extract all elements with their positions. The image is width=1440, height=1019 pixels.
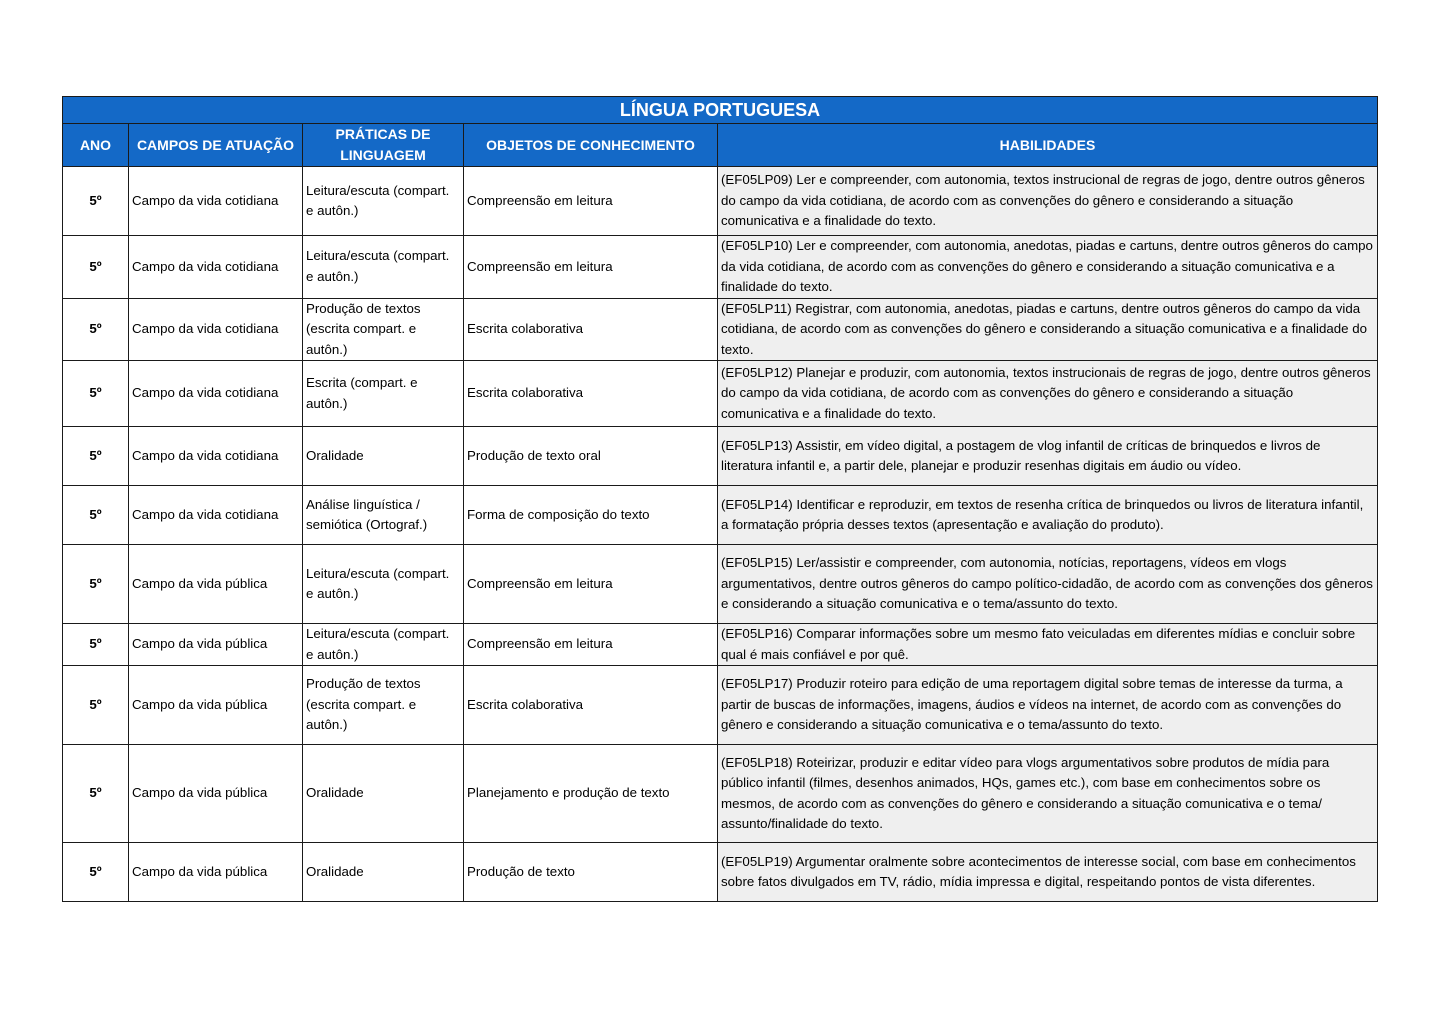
table-header-row bbox=[63, 124, 1378, 167]
cell-campo: Campo da vida cotidiana bbox=[129, 298, 303, 361]
cell-pratica: Leitura/escuta (compart. e autôn.) bbox=[303, 545, 464, 624]
cell-objeto: Escrita colaborativa bbox=[464, 361, 718, 427]
cell-pratica: Leitura/escuta (compart. e autôn.) bbox=[303, 236, 464, 299]
cell-habilidade: (EF05LP16) Comparar informações sobre um mesmo fato veiculadas em diferentes mídias e concluir sobre qual é mais confiável e por quê. bbox=[718, 624, 1378, 666]
cell-habilidade: (EF05LP14) Identificar e reproduzir, em textos de resenha crítica de brinquedos ou livros de literatura infantil, a formatação própria desses textos (apresentação e avaliação do produto). bbox=[718, 486, 1378, 545]
table-row bbox=[63, 236, 1378, 299]
cell-campo: Campo da vida pública bbox=[129, 843, 303, 902]
cell-objeto: Escrita colaborativa bbox=[464, 298, 718, 361]
header-campos-de-atuacao: CAMPOS DE ATUAÇÃO bbox=[129, 124, 303, 167]
table-title-row bbox=[63, 97, 1378, 124]
cell-campo: Campo da vida pública bbox=[129, 545, 303, 624]
table-row bbox=[63, 624, 1378, 666]
cell-campo: Campo da vida pública bbox=[129, 745, 303, 843]
cell-campo: Campo da vida cotidiana bbox=[129, 236, 303, 299]
cell-ano: 5º bbox=[63, 666, 129, 745]
cell-pratica: Oralidade bbox=[303, 745, 464, 843]
cell-campo: Campo da vida pública bbox=[129, 624, 303, 666]
cell-pratica: Oralidade bbox=[303, 843, 464, 902]
cell-objeto: Compreensão em leitura bbox=[464, 167, 718, 236]
cell-objeto: Produção de texto bbox=[464, 843, 718, 902]
cell-pratica: Produção de textos (escrita compart. e autôn.) bbox=[303, 666, 464, 745]
table-row bbox=[63, 167, 1378, 236]
cell-ano: 5º bbox=[63, 843, 129, 902]
table-row bbox=[63, 427, 1378, 486]
cell-habilidade: (EF05LP19) Argumentar oralmente sobre acontecimentos de interesse social, com base em conhecimentos sobre fatos divulgados em TV, rádio, mídia impressa e digital, respeitando pontos de vista diferentes. bbox=[718, 843, 1378, 902]
curriculum-table bbox=[62, 96, 1378, 902]
header-habilidades: HABILIDADES bbox=[718, 124, 1378, 167]
table-row bbox=[63, 843, 1378, 902]
table-row bbox=[63, 745, 1378, 843]
header-praticas-de-linguagem: PRÁTICAS DE LINGUAGEM bbox=[303, 124, 464, 167]
cell-pratica: Produção de textos (escrita compart. e autôn.) bbox=[303, 298, 464, 361]
table-title: LÍNGUA PORTUGUESA bbox=[63, 97, 1378, 124]
cell-pratica: Escrita (compart. e autôn.) bbox=[303, 361, 464, 427]
cell-ano: 5º bbox=[63, 427, 129, 486]
cell-objeto: Compreensão em leitura bbox=[464, 236, 718, 299]
cell-habilidade: (EF05LP10) Ler e compreender, com autonomia, anedotas, piadas e cartuns, dentre outros gêneros do campo da vida cotidiana, de acordo com as convenções do gênero e considerando a situação comunicativa e a finalidade do texto. bbox=[718, 236, 1378, 299]
header-ano: ANO bbox=[63, 124, 129, 167]
cell-ano: 5º bbox=[63, 545, 129, 624]
cell-ano: 5º bbox=[63, 167, 129, 236]
table-row bbox=[63, 298, 1378, 361]
cell-campo: Campo da vida cotidiana bbox=[129, 427, 303, 486]
cell-campo: Campo da vida cotidiana bbox=[129, 486, 303, 545]
cell-objeto: Planejamento e produção de texto bbox=[464, 745, 718, 843]
cell-habilidade: (EF05LP11) Registrar, com autonomia, anedotas, piadas e cartuns, dentre outros gêneros do campo da vida cotidiana, de acordo com as convenções do gênero e considerando a situação comunicativa e a finalidade do texto. bbox=[718, 298, 1378, 361]
table-row bbox=[63, 486, 1378, 545]
table-row bbox=[63, 545, 1378, 624]
cell-ano: 5º bbox=[63, 624, 129, 666]
table-row bbox=[63, 361, 1378, 427]
cell-ano: 5º bbox=[63, 486, 129, 545]
cell-pratica: Leitura/escuta (compart. e autôn.) bbox=[303, 167, 464, 236]
cell-campo: Campo da vida cotidiana bbox=[129, 361, 303, 427]
cell-habilidade: (EF05LP09) Ler e compreender, com autonomia, textos instrucional de regras de jogo, dentre outros gêneros do campo da vida cotidiana, de acordo com as convenções do gênero e considerando a situação comunicativa e a finalidade do texto. bbox=[718, 167, 1378, 236]
cell-pratica: Leitura/escuta (compart. e autôn.) bbox=[303, 624, 464, 666]
cell-pratica: Oralidade bbox=[303, 427, 464, 486]
cell-objeto: Forma de composição do texto bbox=[464, 486, 718, 545]
cell-objeto: Escrita colaborativa bbox=[464, 666, 718, 745]
cell-objeto: Compreensão em leitura bbox=[464, 624, 718, 666]
cell-habilidade: (EF05LP15) Ler/assistir e compreender, com autonomia, notícias, reportagens, vídeos em vlogs argumentativos, dentre outros gêneros do campo político-cidadão, de acordo com as convenções dos gêneros e considerando a situação comunicativa e o tema/assunto do texto. bbox=[718, 545, 1378, 624]
table-row bbox=[63, 666, 1378, 745]
cell-habilidade: (EF05LP12) Planejar e produzir, com autonomia, textos instrucionais de regras de jogo, dentre outros gêneros do campo da vida cotidiana, de acordo com as convenções do gênero e considerando a situação comunicativa e a finalidade do texto. bbox=[718, 361, 1378, 427]
cell-ano: 5º bbox=[63, 361, 129, 427]
cell-habilidade: (EF05LP13) Assistir, em vídeo digital, a postagem de vlog infantil de críticas de brinquedos e livros de literatura infantil e, a partir dele, planejar e produzir resenhas digitais em áudio ou vídeo. bbox=[718, 427, 1378, 486]
cell-habilidade: (EF05LP18) Roteirizar, produzir e editar vídeo para vlogs argumentativos sobre produtos de mídia para público infantil (filmes, desenhos animados, HQs, games etc.), com base em conhecimentos sobre os mesmos, de acordo com as convenções do gênero e considerando a situação comunicativa e o tema/ assunto/finalidade do texto. bbox=[718, 745, 1378, 843]
cell-objeto: Produção de texto oral bbox=[464, 427, 718, 486]
cell-objeto: Compreensão em leitura bbox=[464, 545, 718, 624]
cell-habilidade: (EF05LP17) Produzir roteiro para edição de uma reportagem digital sobre temas de interesse da turma, a partir de buscas de informações, imagens, áudios e vídeos na internet, de acordo com as convenções do gênero e considerando a situação comunicativa e o tema/assunto do texto. bbox=[718, 666, 1378, 745]
cell-ano: 5º bbox=[63, 236, 129, 299]
cell-ano: 5º bbox=[63, 745, 129, 843]
header-objetos-de-conhecimento: OBJETOS DE CONHECIMENTO bbox=[464, 124, 718, 167]
cell-pratica: Análise linguística / semiótica (Ortograf.) bbox=[303, 486, 464, 545]
cell-campo: Campo da vida cotidiana bbox=[129, 167, 303, 236]
cell-ano: 5º bbox=[63, 298, 129, 361]
cell-campo: Campo da vida pública bbox=[129, 666, 303, 745]
curriculum-table-container bbox=[62, 96, 1377, 902]
